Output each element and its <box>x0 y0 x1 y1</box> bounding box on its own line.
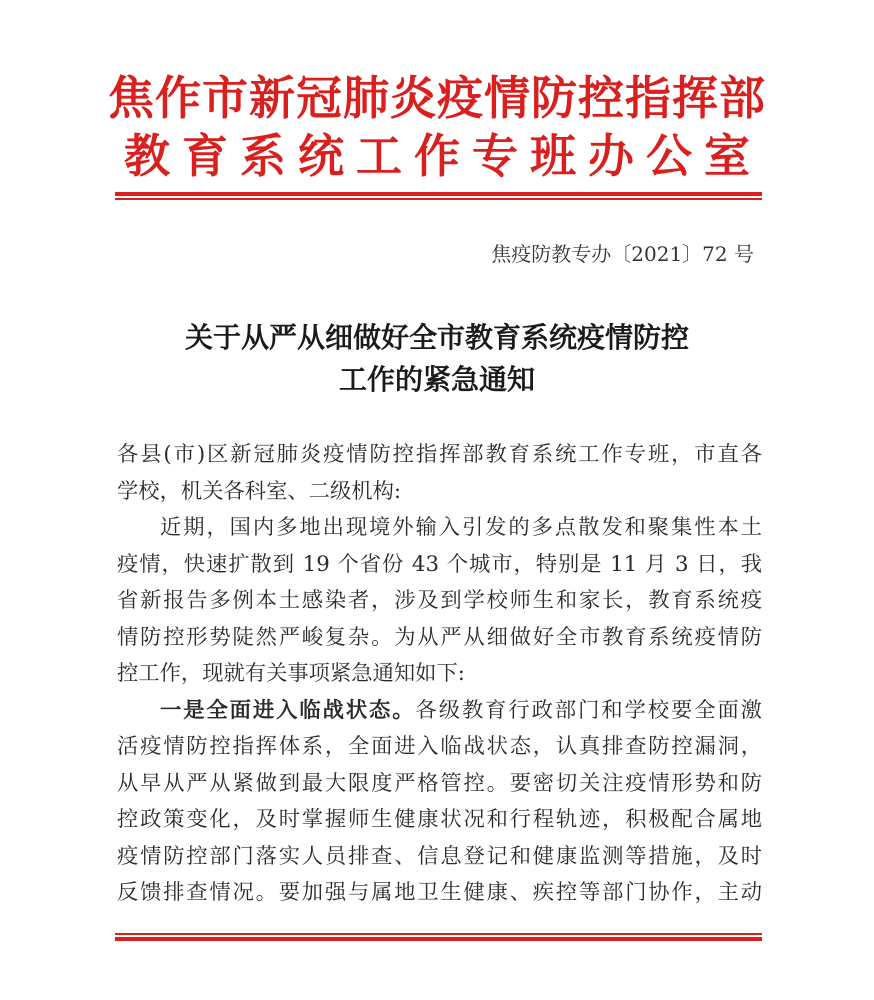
paragraph-1-line-1: 近期，国内多地出现境外输入引发的多点散发和聚集性本土 <box>160 515 762 540</box>
issuing-authority-line-1: 焦作市新冠肺炎疫情防控指挥部 <box>108 71 766 125</box>
addressee-line-2: 学校，机关各科室、二级机构: <box>117 478 402 504</box>
paragraph-1-line-5: 控工作，现就有关事项紧急通知如下: <box>117 661 465 686</box>
paragraph-2-line-6: 反馈排查情况。要加强与属地卫生健康、疾控等部门协作，主动 <box>117 880 762 905</box>
document-number: 焦疫防教专办〔2021〕72 号 <box>491 242 754 266</box>
paragraph-2-line-5: 疫情防控部门落实人员排查、信息登记和健康监测等措施，及时 <box>117 843 762 869</box>
paragraph-2-lead-heading: 一是全面进入临战状态。 <box>160 697 416 723</box>
paragraph-2-line-1 <box>117 693 762 730</box>
document-title-line-2: 工作的紧急通知 <box>338 363 535 396</box>
issuing-authority-line-2: 教育系统工作专班办公室 <box>124 129 762 183</box>
header-divider-thin <box>115 198 762 200</box>
paragraph-2-line-1-text: 各级教育行政部门和学校要全面激 <box>415 697 762 723</box>
paragraph-2-line-4: 控政策变化，及时掌握师生健康状况和行程轨迹，积极配合属地 <box>117 807 762 832</box>
footer-divider-thin <box>115 933 762 935</box>
paragraph-1-line-4: 情防控形势陡然严峻复杂。为从严从细做好全市教育系统疫情防 <box>117 624 762 650</box>
paragraph-2-line-2: 活疫情防控指挥体系，全面进入临战状态，认真排查防控漏洞， <box>117 734 762 759</box>
footer-divider-thick <box>115 937 762 941</box>
paragraph-1-line-2: 疫情，快速扩散到 19 个省份 43 个城市，特别是 11 月 3 日，我 <box>117 551 762 577</box>
document-body <box>117 437 762 912</box>
document-title-line-1: 关于从严从细做好全市教育系统疫情防控 <box>184 321 689 354</box>
header-divider-thick <box>115 192 762 196</box>
paragraph-1-line-3: 省新报告多例本土感染者，涉及到学校师生和家长，教育系统疫 <box>117 588 762 613</box>
addressee-line-1: 各县(市)区新冠肺炎疫情防控指挥部教育系统工作专班，市直各 <box>117 442 762 467</box>
paragraph-2-line-3: 从早从严从紧做到最大限度严格管控。要密切关注疫情形势和防 <box>117 770 762 796</box>
